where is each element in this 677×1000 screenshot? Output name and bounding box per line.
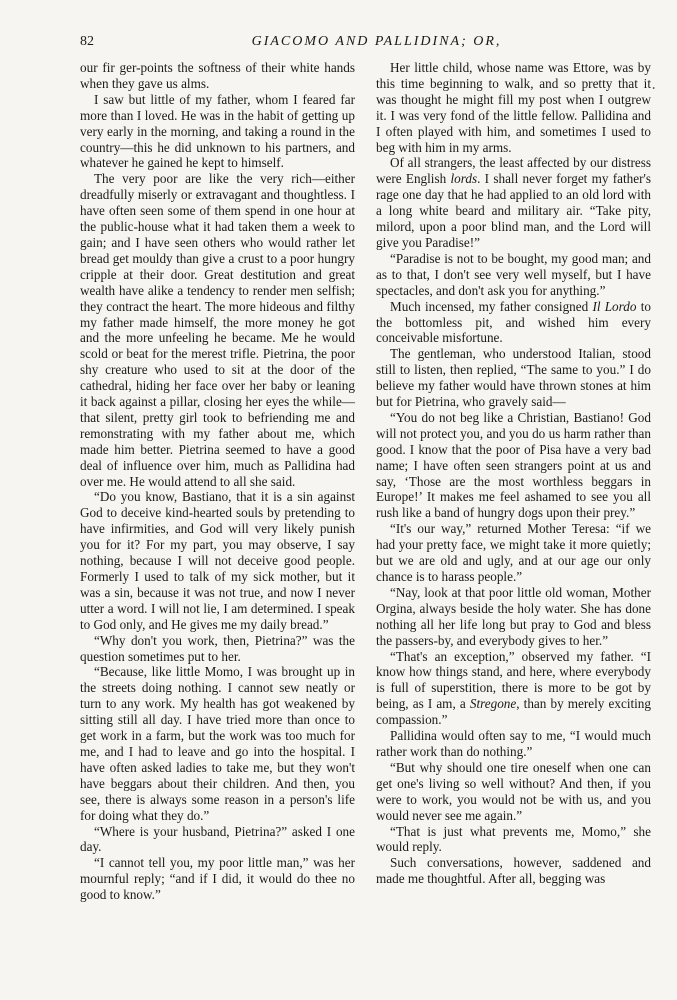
left-column xyxy=(80,60,355,903)
paragraph: “Paradise is not to be bought, my good man; and as to that, I don't see very well myself, but I have spectacles, and don't ask you for anything.” xyxy=(376,250,651,298)
paragraph: Pallidina would often say to me, “I would much rather work than do nothing.” xyxy=(376,728,651,759)
page-number: 82 xyxy=(80,34,94,49)
paragraph: I saw but little of my father, whom I feared far more than I loved. He was in the habit of getting up very early in the morning, and taking a round in the country—this he did unknown to his partners, and whatever he gained he kept to himself. xyxy=(80,91,355,171)
paragraph: “That is just what prevents me, Momo,” she would reply. xyxy=(376,823,651,855)
text-columns xyxy=(80,60,653,903)
paragraph: “It's our way,” returned Mother Teresa: “if we had your pretty face, we might take it more quietly; but we are old and ugly, and at our age our only chance is to harass people.” xyxy=(376,521,651,584)
margin-dot: • xyxy=(652,84,655,93)
paragraph: The gentleman, who understood Italian, stood still to listen, then replied, “The same to you.” I do believe my father would have thrown stones at him but for Pietrina, who gravely said— xyxy=(376,346,651,410)
paragraph: “Do you know, Bastiano, that it is a sin against God to deceive kind-hearted souls by pretending to have infirmities, and God will very likely punish you for it? For my part, you may observe, I say nothing, because I will not deceive good people. Formerly I used to talk of my sick mother, but it was a sin, because it was not true, and now I never utter a word. I will not lie, I am determined. I speak to God only, and He gives me my daily bread.” xyxy=(80,489,355,632)
paragraph: “That's an exception,” observed my father. “I know how things stand, and here, where everybody is full of superstition, there is more to be got by being, as I am, a Stregone, than by merely exciting compassion.” xyxy=(376,648,651,728)
paragraph: Of all strangers, the least affected by our distress were English lords. I shall never forget my father's rage one day that he had applied to an old lord with a long white beard and military air. “Take pity, milord, upon a poor blind man, and the Lord will give you Paradise!” xyxy=(376,155,651,250)
paragraph: Such conversations, however, saddened and made me thoughtful. After all, begging was xyxy=(376,855,651,887)
paragraph: “Why don't you work, then, Pietrina?” was the question sometimes put to her. xyxy=(80,632,355,664)
running-title: GIACOMO AND PALLIDINA; OR, xyxy=(251,34,502,49)
paragraph: “Because, like little Momo, I was brought up in the streets doing nothing. I cannot sew neatly or turn to any work. My health has got weakened by sitting still all day. I have tried more than once to get work in a farm, but the work was too much for me, and I had to leave and go into the hospital. I have often asked ladies to take me, but they won't have beggars about their children. And then, you see, there is always some reason in a person's life for doing what they do.” xyxy=(80,664,355,823)
paragraph: The very poor are like the very rich—either dreadfully miserly or extravagant and thoughtless. I have often seen some of them spend in one hour at the public-house what it had taken them a week to gain; and I have seen others who would rather let bread get mouldy than give a crust to a poor hungry cripple at their door. Great destitution and great wealth have alike a tendency to render men selfish; they contract the heart. The more hideous and filthy my father made himself, the more money he got and the more unfeeling he became. Me he would scold or beat for the merest trifle. Pietrina, the poor shy creature who used to sit at the door of the cathedral, hiding her face over her baby or leaning it back against a pillar, closing her eyes the while—that silent, pretty girl took to befriending me and remonstrating with my father about me, which made him better. Pietrina seemed to have a good deal of influence over him, much as Pallidina had over me. He would attend to all she said. xyxy=(80,171,355,489)
paragraph: our fir ger-points the softness of their white hands when they gave us alms. xyxy=(80,60,355,91)
paragraph: “But why should one tire oneself when one can get one's living so well without? And then, if you were to work, you would not be with us, and you would never see me again.” xyxy=(376,759,651,823)
paragraph: Much incensed, my father consigned Il Lordo to the bottomless pit, and wished him every conceivable misfortune. xyxy=(376,298,651,346)
paragraph: Her little child, whose name was Ettore, was by this time beginning to walk, and so pretty that it was thought he might fill my post when I outgrew it. I was very fond of the little fellow. Pallidina and I often played with him, and sometimes I used to beg with him in my arms. xyxy=(376,60,651,155)
paragraph: “Where is your husband, Pietrina?” asked I one day. xyxy=(80,823,355,855)
page-header xyxy=(80,34,653,60)
right-column xyxy=(376,60,651,903)
paragraph: “You do not beg like a Christian, Bastiano! God will not protect you, and you do us harm rather than good. I know that the poor of Pisa have a very bad name; I have often seen strangers point at us and say, ‘Those are the most worthless beggars in Europe!’ It makes me feel ashamed to see you all rush like a band of hungry dogs upon their prey.” xyxy=(376,409,651,521)
paragraph: “Nay, look at that poor little old woman, Mother Orgina, always beside the holy water. She has done nothing all her life long but pray to God and bless the passers-by, and everybody gives to her.” xyxy=(376,584,651,648)
paragraph: “I cannot tell you, my poor little man,” was her mournful reply; “and if I did, it would do thee no good to know.” xyxy=(80,855,355,903)
